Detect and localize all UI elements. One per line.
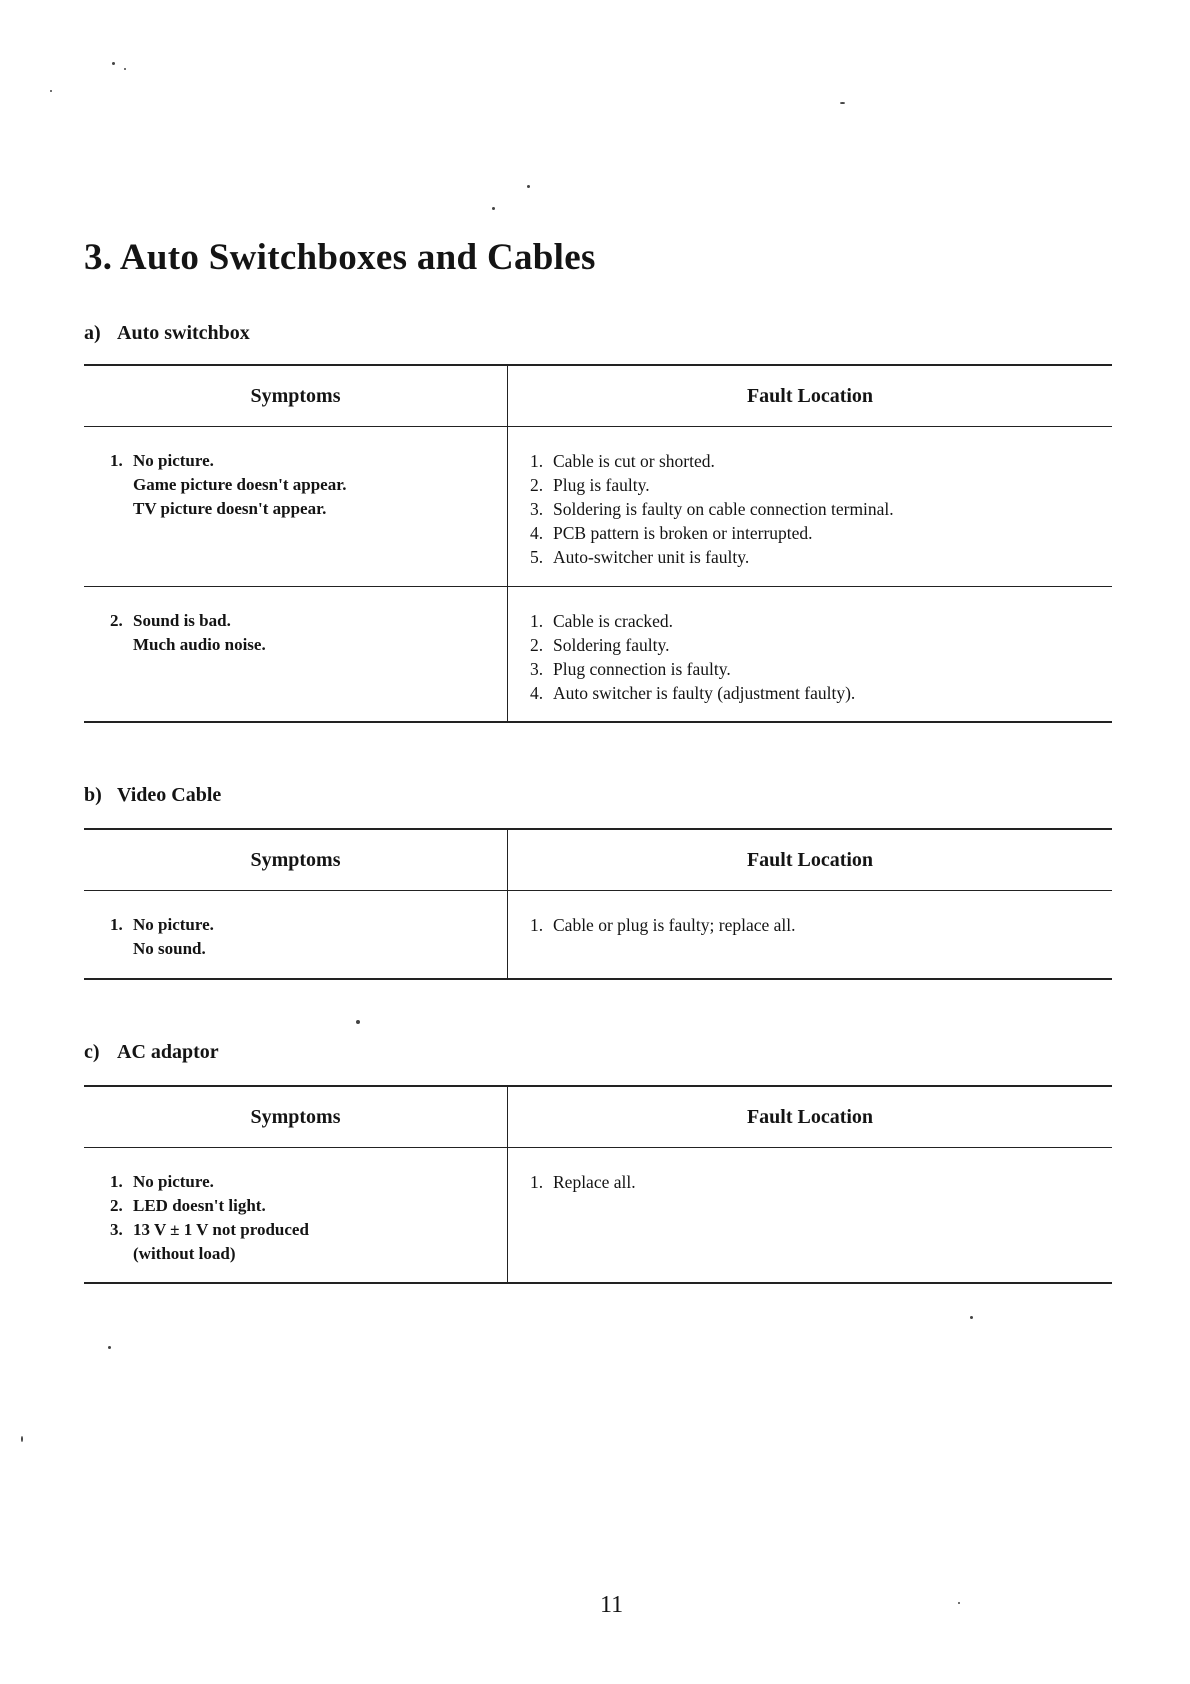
symptom-item: 2. LED doesn't light. xyxy=(110,1196,266,1215)
fault-location-header: Fault Location xyxy=(508,1086,1113,1148)
section-heading-auto-switchbox xyxy=(84,322,250,345)
fault-item: 1. Cable or plug is faulty; replace all. xyxy=(530,915,796,935)
fault-item: 1. Replace all. xyxy=(530,1172,636,1192)
table-row xyxy=(84,427,1112,587)
symptoms-cell xyxy=(84,1148,508,1283)
section-letter: c) xyxy=(84,1041,100,1063)
ac-adaptor-table xyxy=(84,1085,1112,1284)
fault-item: 1. Cable is cut or shorted. xyxy=(530,451,715,471)
section-name: Video Cable xyxy=(117,784,222,806)
page-number: 11 xyxy=(600,1592,624,1618)
scan-speck xyxy=(21,1436,23,1442)
scan-speck xyxy=(958,1602,960,1604)
section-heading-ac-adaptor xyxy=(84,1041,219,1064)
symptoms-header: Symptoms xyxy=(84,365,508,427)
scan-speck xyxy=(108,1346,111,1349)
scan-speck xyxy=(124,68,126,70)
scan-speck xyxy=(527,185,530,188)
fault-item: 4. Auto switcher is faulty (adjustment faulty). xyxy=(530,683,856,703)
symptoms-cell xyxy=(84,587,508,722)
scan-speck xyxy=(112,62,115,65)
auto-switchbox-table xyxy=(84,364,1112,723)
scan-speck xyxy=(50,90,52,92)
fault-item: 3. Plug connection is faulty. xyxy=(530,659,731,679)
fault-item: 1. Cable is cracked. xyxy=(530,611,674,631)
symptoms-header: Symptoms xyxy=(84,829,508,891)
page-title: 3. Auto Switchboxes and Cables xyxy=(84,237,596,278)
fault-item: 5. Auto-switcher unit is faulty. xyxy=(530,547,750,567)
fault-location-header: Fault Location xyxy=(508,365,1113,427)
section-heading-video-cable xyxy=(84,784,221,807)
symptom-item: 1. No picture. No sound. xyxy=(110,915,214,958)
fault-item: 2. Soldering faulty. xyxy=(530,635,670,655)
section-name: AC adaptor xyxy=(117,1041,219,1063)
symptoms-header: Symptoms xyxy=(84,1086,508,1148)
symptom-item: 2. Sound is bad. Much audio noise. xyxy=(110,611,266,654)
table-row xyxy=(84,1148,1112,1283)
scan-speck xyxy=(970,1316,973,1319)
table-row xyxy=(84,891,1112,979)
scan-speck xyxy=(492,207,495,210)
section-name: Auto switchbox xyxy=(117,322,250,344)
section-letter: b) xyxy=(84,784,102,806)
symptoms-cell xyxy=(84,891,508,979)
fault-location-header: Fault Location xyxy=(508,829,1113,891)
fault-item: 3. Soldering is faulty on cable connection terminal. xyxy=(530,499,894,519)
fault-location-cell xyxy=(508,427,1113,587)
fault-location-cell xyxy=(508,1148,1113,1283)
table-row xyxy=(84,587,1112,722)
fault-item: 4. PCB pattern is broken or interrupted. xyxy=(530,523,813,543)
fault-location-cell xyxy=(508,891,1113,979)
scan-speck xyxy=(840,102,845,104)
fault-location-cell xyxy=(508,587,1113,722)
symptom-item: 1. No picture. Game picture doesn't appear. TV picture doesn't appear. xyxy=(110,451,347,518)
scan-speck xyxy=(356,1020,360,1024)
symptoms-cell xyxy=(84,427,508,587)
symptom-item: 3. 13 V ± 1 V not produced (without load) xyxy=(110,1220,309,1263)
video-cable-table xyxy=(84,828,1112,980)
section-letter: a) xyxy=(84,322,101,344)
fault-item: 2. Plug is faulty. xyxy=(530,475,650,495)
symptom-item: 1. No picture. xyxy=(110,1172,214,1191)
